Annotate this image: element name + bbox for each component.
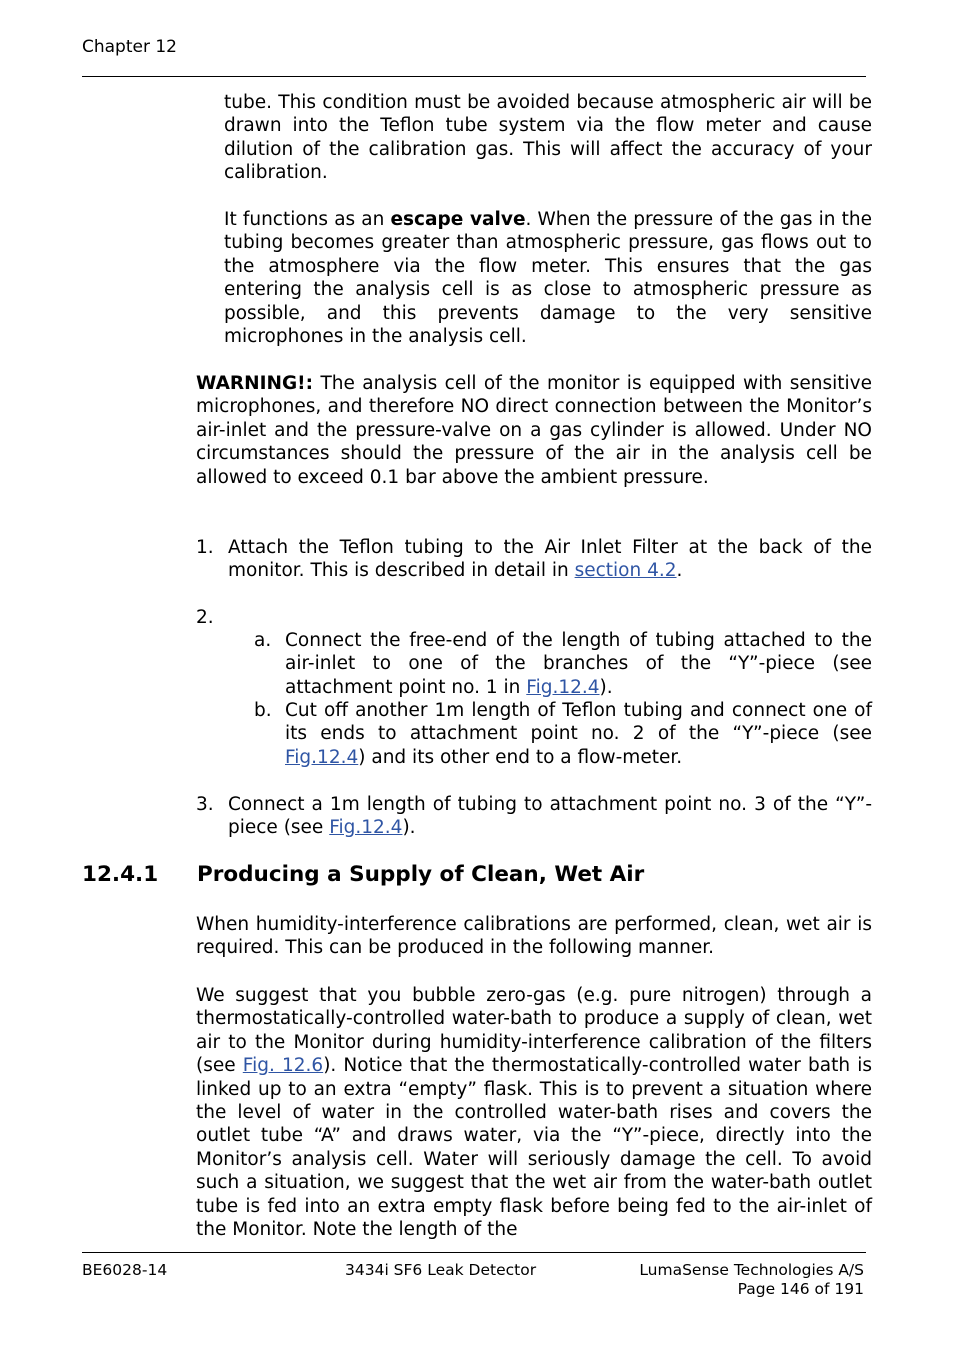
escape-valve-post: . When the pressure of the gas in the tubing becomes greater than atmospheric pressure, gas flows out to the atmosphere via the flow meter. This ensures that the gas entering the analysis cell is as close to atmospheric pressure as possible, and this prevents damage to the very sensitive microphones in the analysis cell. (224, 209, 872, 348)
paragraph-water-bath (196, 984, 872, 1241)
warning-text: The analysis cell of the monitor is equipped with sensitive microphones, and therefore NO direct connection between the Monitor’s air-inlet and the pressure-valve on a gas cylinder is allowed. Under NO circumstances should the pressure of the air in the analysis cell be allowed to exceed 0.1 bar above the ambient pressure. (196, 373, 872, 488)
escape-valve-pre: It functions as an (224, 209, 391, 230)
step-2a-letter: a. (254, 630, 272, 651)
step-3-pre: Connect a 1m length of tubing to attachment point no. 3 of the “Y”-piece (see (228, 794, 872, 839)
fig-12-6-link[interactable]: Fig. 12.6 (242, 1055, 324, 1077)
step-3-number: 3. (196, 794, 214, 815)
fig-12-4-link-a[interactable]: Fig.12.4 (526, 676, 600, 698)
footer-company: LumaSense Technologies A/S (639, 1261, 864, 1279)
step-2-number: 2. (196, 607, 214, 628)
step-1-post: . (676, 560, 683, 582)
water-bath-post: ). Notice that the thermostatically-controlled water bath is linked up to an extra “empty” flask. This is to prevent a situation where the level of water in the controlled water-bath rises and covers the outlet tube “A” and draws water, via the “Y”-piece, directly into the Monitor’s analysis cell. Water will seriously damage the cell. To avoid such a situation, we suggest that the wet air from the water-bath outlet tube is fed into an extra empty flask before being fed to the air-inlet of the Monitor. Note the length of the (196, 1055, 872, 1241)
step-2b-pre: Cut off another 1m length of Teflon tubing and connect one of its ends to attachment point no. 2 of the “Y”-piece (see (285, 700, 872, 745)
step-2b-text (285, 699, 872, 769)
section-title: Producing a Supply of Clean, Wet Air (197, 862, 645, 887)
fig-12-4-link-b[interactable]: Fig.12.4 (285, 746, 359, 768)
header-rule (82, 76, 866, 77)
paragraph-tube-condition: tube. This condition must be avoided because atmospheric air will be drawn into the Teflon tube system via the flow meter and cause dilution of the calibration gas. This will affect the accuracy of your calibration. (224, 92, 872, 184)
water-bath-pre: We suggest that you bubble zero-gas (e.g. pure nitrogen) through a thermostatically-controlled water-bath to produce a supply of clean, wet air to the Monitor during humidity-interference calibration of the filters (see (196, 985, 872, 1077)
step-1-number: 1. (196, 537, 214, 558)
footer-rule (82, 1252, 866, 1253)
paragraph-escape-valve (224, 208, 872, 348)
step-1-pre: Attach the Teflon tubing to the Air Inlet Filter at the back of the monitor. This is described in detail in (228, 537, 872, 582)
step-2a-post: ). (599, 676, 613, 698)
step-2a-text (285, 629, 872, 699)
warning-paragraph (196, 372, 872, 489)
footer-page-number: Page 146 of 191 (737, 1280, 864, 1298)
warning-label: WARNING!: (196, 373, 314, 394)
step-2b-post: ) and its other end to a flow-meter. (358, 746, 683, 768)
escape-valve-term: escape valve (390, 209, 526, 230)
footer-product: 3434i SF6 Leak Detector (345, 1261, 537, 1279)
fig-12-4-link-c[interactable]: Fig.12.4 (329, 817, 403, 839)
step-3-text (228, 793, 872, 840)
footer-doc-id: BE6028-14 (82, 1261, 168, 1279)
section-number: 12.4.1 (82, 862, 159, 887)
paragraph-wet-air-required: When humidity-interference calibrations are performed, clean, wet air is required. This can be produced in the following manner. (196, 914, 872, 959)
step-2a-pre: Connect the free-end of the length of tubing attached to the air-inlet to one of the branches of the “Y”-piece (see attachment point no. 1 in (285, 630, 872, 698)
step-1-text (228, 536, 872, 583)
step-3-post: ). (402, 817, 416, 839)
step-2b-letter: b. (254, 700, 272, 721)
chapter-header: Chapter 12 (82, 37, 178, 57)
section-4-2-link[interactable]: section 4.2 (574, 560, 677, 582)
